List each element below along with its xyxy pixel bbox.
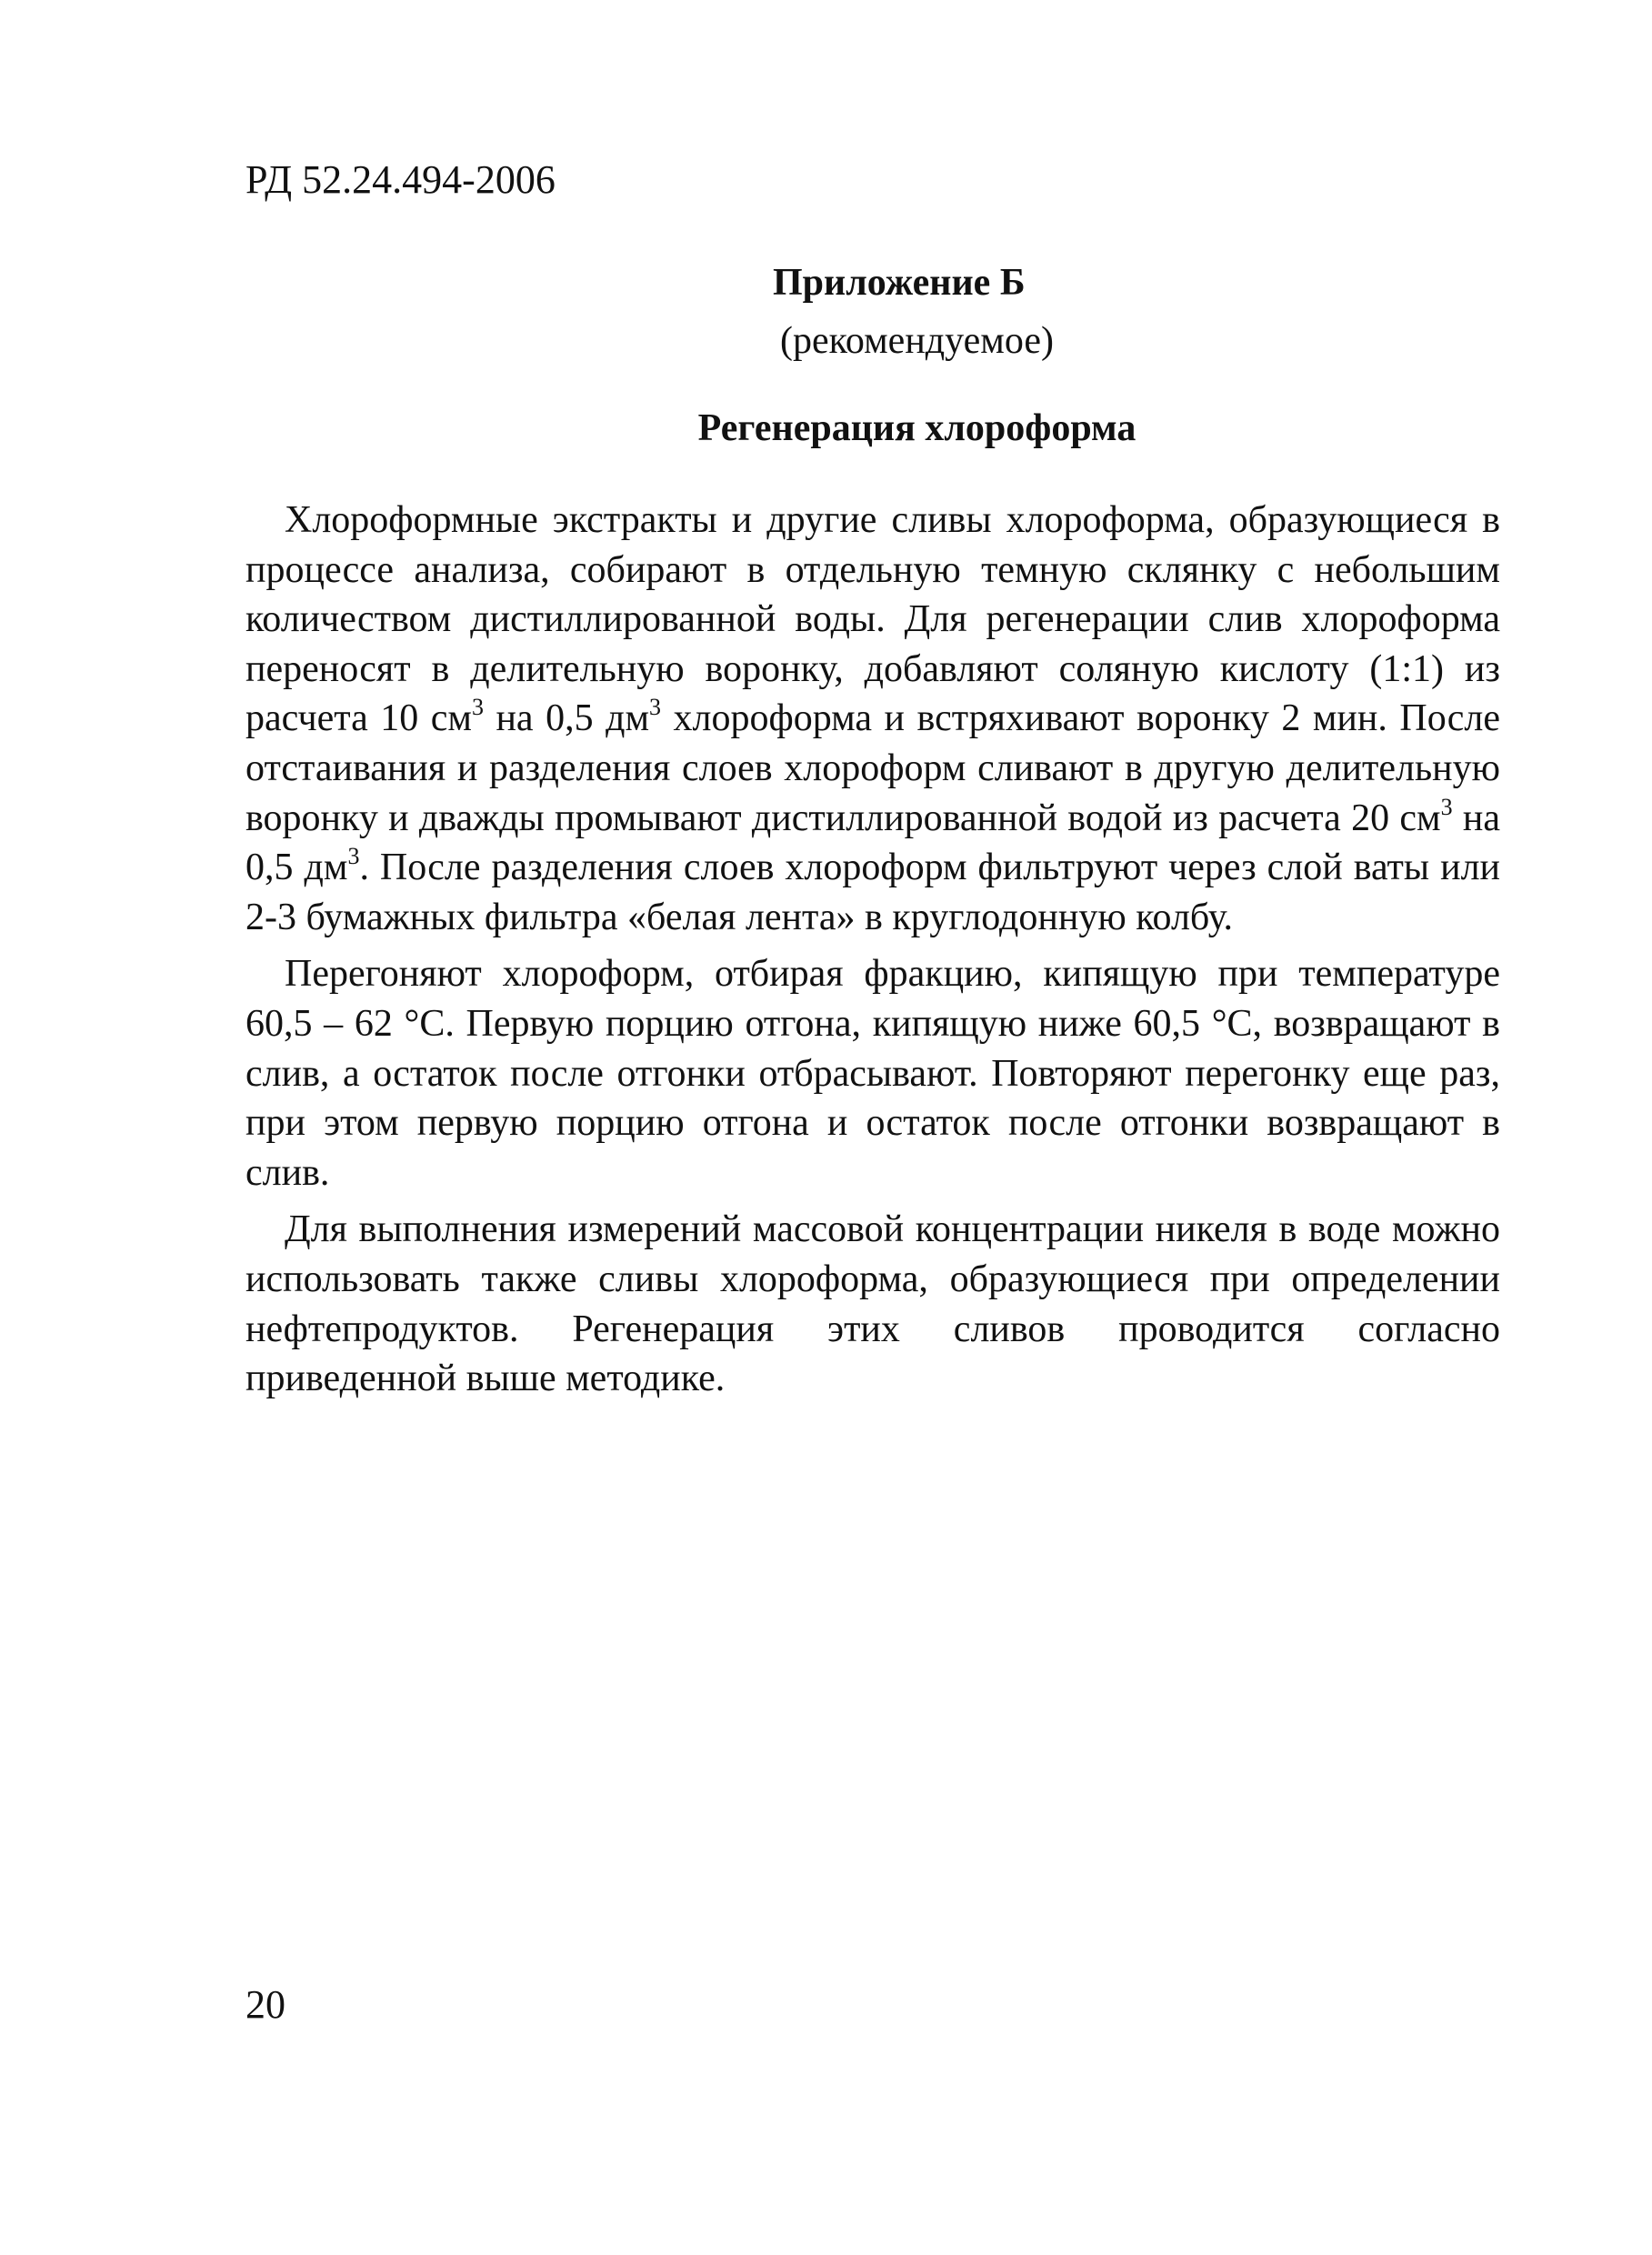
superscript: 3 bbox=[649, 694, 662, 721]
paragraph-alternative-sources: Для выполнения измерений массовой концентрации никеля в воде можно использовать также сливы хлороформа, образующиеся при определении нефтепродуктов. Регенерация этих сливов проводится согласно приведенной выше методике. bbox=[245, 1208, 1500, 1400]
page-number: 20 bbox=[245, 1982, 285, 2027]
paragraph-text: хлороформа и встряхивают воронку 2 мин. После отстаивания и разделения слоев хлороформ сливают в другую делительную воронку и дважды промывают дистиллированной водой из расчета 20 см bbox=[245, 697, 1500, 839]
body-text bbox=[245, 496, 1500, 1411]
superscript: 3 bbox=[471, 694, 484, 721]
paragraph-text: на 0,5 дм bbox=[483, 697, 650, 740]
document-code: РД 52.24.494-2006 bbox=[245, 157, 556, 202]
appendix-heading bbox=[773, 264, 1136, 360]
paragraph-text: на 0,5 дм bbox=[245, 797, 1500, 889]
superscript: 3 bbox=[1440, 793, 1453, 820]
superscript: 3 bbox=[347, 843, 360, 870]
paragraph-text: Хлороформные экстракты и другие сливы хлороформа, образующиеся в процессе анализа, собирают в отдельную темную склянку с небольшим количеством дистиллированной воды. Для регенерации слив хлороформа переносят в делительную воронку, добавляют соляную кислоту (1:1) из расчета 10 см bbox=[245, 499, 1500, 740]
section-title: Регенерация хлороформа bbox=[697, 407, 1136, 449]
paragraph-distillation: Перегоняют хлороформ, отбирая фракцию, кипящую при температуре 60,5 – 62 °С. Первую порцию отгона, кипящую ниже 60,5 °С, возвращают в слив, а остаток после отгонки отбрасывают. Повторяют перегонку еще раз, при этом первую порцию отгона и остаток после отгонки возвращают в слив. bbox=[245, 953, 1500, 1194]
appendix-title: Приложение Б bbox=[773, 262, 1026, 304]
paragraph-text: . После разделения слоев хлороформ фильтруют через слой ваты или 2-3 бумажных фильтра «белая лента» в круглодонную колбу. bbox=[245, 847, 1501, 938]
paragraph-chloroform-collection bbox=[245, 496, 1500, 942]
appendix-status: (рекомендуемое) bbox=[780, 320, 1054, 362]
